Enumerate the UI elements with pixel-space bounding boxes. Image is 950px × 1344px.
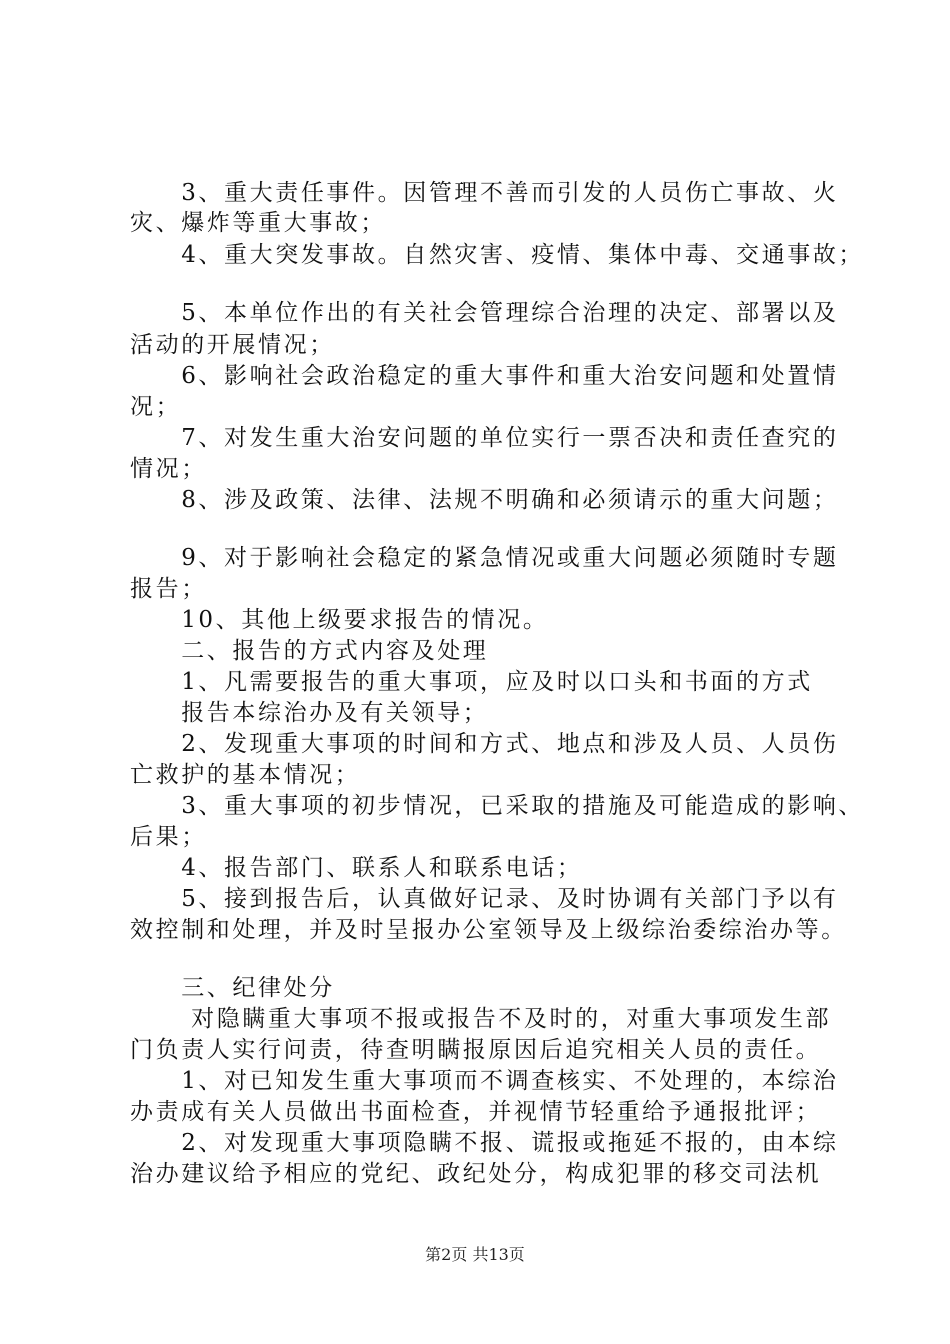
- text-line: 4、报告部门、联系人和联系电话；: [130, 855, 583, 881]
- text-line: 8、涉及政策、法律、法规不明确和必须请示的重大问题；: [130, 487, 839, 513]
- text-line: 5、接到报告后，认真做好记录、及时协调有关部门予以有: [130, 886, 839, 912]
- text-line: 对隐瞒重大事项不报或报告不及时的，对重大事项发生部: [130, 1006, 832, 1032]
- text-line: 灾、爆炸等重大事故；: [130, 210, 386, 236]
- text-line: 后果；: [130, 824, 207, 850]
- text-line: 办责成有关人员做出书面检查，并视情节轻重给予通报批评；: [130, 1099, 822, 1125]
- text-line: 6、影响社会政治稳定的重大事件和重大治安问题和处置情: [130, 363, 839, 389]
- text-line: 2、发现重大事项的时间和方式、地点和涉及人员、人员伤: [130, 731, 839, 757]
- text-line: 7、对发生重大治安问题的单位实行一票否决和责任查究的: [130, 425, 839, 451]
- text-line: 情况；: [130, 456, 207, 482]
- text-line: 10、其他上级要求报告的情况。: [130, 607, 549, 633]
- page-footer: 第2页 共13页: [425, 1245, 525, 1264]
- text-line: 5、本单位作出的有关社会管理综合治理的决定、部署以及: [130, 300, 839, 326]
- text-line: 2、对发现重大事项隐瞒不报、谎报或拖延不报的，由本综: [130, 1130, 839, 1156]
- text-line: 效控制和处理，并及时呈报办公室领导及上级综治委综治办等。: [130, 917, 847, 943]
- text-line: 报告；: [130, 576, 207, 602]
- text-line: 况；: [130, 394, 182, 420]
- text-line: 1、凡需要报告的重大事项，应及时以口头和书面的方式: [130, 669, 813, 695]
- text-line: 4、重大突发事故。自然灾害、疫情、集体中毒、交通事故；: [130, 242, 865, 268]
- text-line: 亡救护的基本情况；: [130, 762, 361, 788]
- text-line: 1、对已知发生重大事项而不调查核实、不处理的，本综治: [130, 1068, 839, 1094]
- text-line: 9、对于影响社会稳定的紧急情况或重大问题必须随时专题: [130, 545, 839, 571]
- text-line: 报告本综治办及有关领导；: [130, 700, 489, 726]
- text-line: 门负责人实行问责，待查明瞒报原因后追究相关人员的责任。: [130, 1037, 822, 1063]
- text-line: 3、重大责任事件。因管理不善而引发的人员伤亡事故、火: [130, 180, 839, 206]
- section-heading: 三、纪律处分: [130, 975, 335, 1001]
- text-line: 3、重大事项的初步情况，已采取的措施及可能造成的影响、: [130, 793, 865, 819]
- text-line: 活动的开展情况；: [130, 332, 335, 358]
- section-heading: 二、报告的方式内容及处理: [130, 638, 489, 664]
- text-line: 治办建议给予相应的党纪、政纪处分，构成犯罪的移交司法机: [130, 1161, 822, 1187]
